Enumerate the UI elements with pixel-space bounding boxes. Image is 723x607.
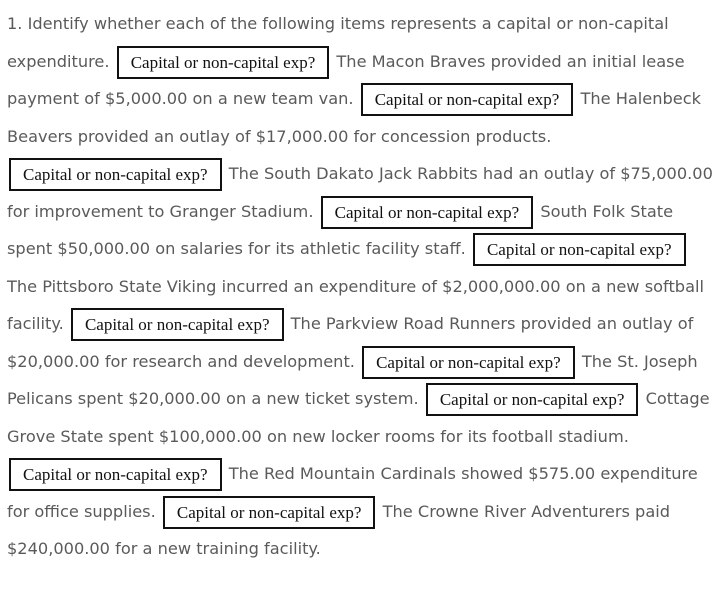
- question-item-8: Cottage Grove State spent $100,000.00 on new locker rooms for its football stadium.: [7, 389, 710, 446]
- question-item-3: The South Dakato Jack Rabbits had an outlay of $75,000.00 for improvement to Granger Stadium.: [7, 164, 713, 221]
- expenditure-select-6[interactable]: Capital or non-capital exp?: [71, 308, 284, 341]
- question-text: [7, 5, 717, 568]
- question-item-10: The Crowne River Adventurers paid $240,000.00 for a new training facility.: [7, 501, 671, 558]
- expenditure-select-4[interactable]: Capital or non-capital exp?: [321, 196, 534, 229]
- expenditure-select-7[interactable]: Capital or non-capital exp?: [362, 346, 575, 379]
- question-item-7: The St. Joseph Pelicans spent $20,000.00 on a new ticket system.: [7, 351, 698, 408]
- question-item-9: The Red Mountain Cardinals showed $575.00 expenditure for office supplies.: [7, 464, 698, 521]
- question-item-1: The Macon Braves provided an initial lease payment of $5,000.00 on a new team van.: [7, 51, 685, 108]
- expenditure-select-5[interactable]: Capital or non-capital exp?: [473, 233, 686, 266]
- expenditure-select-3[interactable]: Capital or non-capital exp?: [9, 158, 222, 191]
- expenditure-select-8[interactable]: Capital or non-capital exp?: [426, 383, 639, 416]
- question-item-2: The Halenbeck Beavers provided an outlay of $17,000.00 for concession products.: [7, 89, 702, 146]
- expenditure-select-2[interactable]: Capital or non-capital exp?: [361, 83, 574, 116]
- question-item-6: The Parkview Road Runners provided an outlay of $20,000.00 for research and development.: [7, 314, 694, 371]
- question-intro: 1. Identify whether each of the following items represents a capital or non-capital expenditure.: [7, 14, 669, 71]
- expenditure-select-9[interactable]: Capital or non-capital exp?: [9, 458, 222, 491]
- expenditure-select-10[interactable]: Capital or non-capital exp?: [163, 496, 376, 529]
- question-item-4: South Folk State spent $50,000.00 on salaries for its athletic facility staff.: [7, 201, 674, 258]
- question-item-5: The Pittsboro State Viking incurred an expenditure of $2,000,000.00 on a new softball facility.: [7, 276, 704, 333]
- expenditure-select-1[interactable]: Capital or non-capital exp?: [117, 46, 330, 79]
